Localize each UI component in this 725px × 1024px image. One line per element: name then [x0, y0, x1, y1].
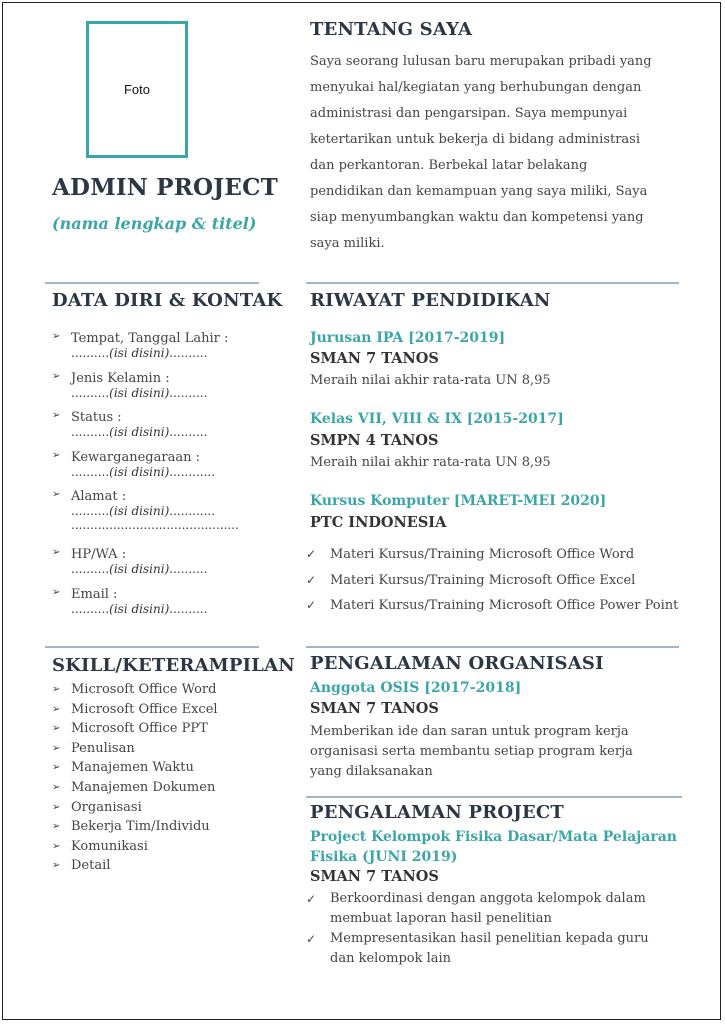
- organization-desc: [310, 722, 633, 782]
- contact-fill: ..........(isi disini)............: [71, 504, 216, 518]
- contact-label: Jenis Kelamin :: [71, 370, 170, 386]
- about-line: administrasi dan pengarsipan. Saya mempunyai: [310, 106, 628, 121]
- contact-fill: ..........(isi disini)............: [71, 464, 216, 479]
- contact-list: [52, 331, 292, 626]
- arrow-bullet-icon: ➢: [52, 742, 61, 754]
- project-name-line: Project Kelompok Fisika Dasar/Mata Pelajaran: [310, 829, 677, 845]
- divider-project: [306, 796, 682, 798]
- about-text: [310, 49, 670, 257]
- list-item: [52, 547, 292, 587]
- education-school: SMPN 4 TANOS: [310, 432, 439, 449]
- project-item: ✓ Berkoordinasi dengan anggota kelompok dalam membuat laporan hasil penelitian: [306, 891, 646, 926]
- skills-title: SKILL/KETERAMPILAN: [52, 655, 295, 676]
- skill-item: ➢ Microsoft Office Excel: [52, 700, 292, 720]
- arrow-bullet-icon: ➢: [52, 410, 61, 421]
- organization-school: SMAN 7 TANOS: [310, 700, 439, 717]
- arrow-bullet-icon: ➢: [52, 370, 61, 382]
- organization-role: Anggota OSIS [2017-2018]: [310, 680, 522, 696]
- photo-placeholder: [86, 21, 188, 158]
- course-item: ✓ Materi Kursus/Training Microsoft Office Word: [306, 542, 686, 568]
- contact-fill: ..........(isi disini)..........: [71, 346, 208, 360]
- organization-title: PENGALAMAN ORGANISASI: [310, 653, 604, 674]
- divider-skills: [45, 646, 259, 648]
- education-school: PTC INDONESIA: [310, 514, 447, 531]
- contact-label: Email :: [71, 586, 118, 602]
- checkmark-icon: ✓: [306, 547, 317, 561]
- skill-item: ➢ Organisasi: [52, 798, 292, 818]
- checkmark-icon: ✓: [306, 572, 317, 587]
- skill-item: ➢ Manajemen Dokumen: [52, 778, 292, 798]
- organization-line: yang dilaksanakan: [310, 764, 433, 779]
- arrow-bullet-icon: ➢: [52, 703, 61, 715]
- contact-label: Tempat, Tanggal Lahir :: [71, 331, 229, 346]
- project-name-line: Fisika (JUNI 2019): [310, 849, 458, 865]
- photo-label: Foto: [123, 82, 150, 97]
- list-item: [52, 410, 292, 450]
- skill-item: ➢ Komunikasi: [52, 837, 292, 857]
- divider-contact: [45, 282, 259, 284]
- skill-item: ➢ Microsoft Office Word: [52, 680, 292, 700]
- contact-title: DATA DIRI & KONTAK: [52, 290, 283, 311]
- arrow-bullet-icon: ➢: [52, 821, 61, 833]
- project-title: PENGALAMAN PROJECT: [310, 802, 565, 823]
- contact-fill: ..........(isi disini)..........: [71, 425, 208, 439]
- contact-fill-extra: ............................................: [71, 518, 239, 532]
- arrow-bullet-icon: ➢: [52, 547, 61, 558]
- about-line: ketertarikan untuk bekerja di bidang administrasi: [310, 132, 641, 147]
- arrow-bullet-icon: ➢: [52, 860, 61, 872]
- divider-education: [306, 282, 679, 284]
- contact-fill: ..........(isi disini)..........: [71, 562, 208, 576]
- name-subtitle: (nama lengkap & titel): [52, 214, 257, 233]
- arrow-bullet-icon: ➢: [52, 489, 61, 500]
- arrow-bullet-icon: ➢: [52, 781, 61, 793]
- course-item: ✓ Materi Kursus/Training Microsoft Office Excel: [306, 568, 686, 594]
- about-line: pendidikan dan kemampuan yang saya miliki, Saya: [310, 184, 648, 199]
- contact-fill: ..........(isi disini)..........: [71, 601, 208, 616]
- about-line: dan perkantoran. Berbekal latar belakang: [310, 158, 588, 173]
- list-item: [52, 371, 292, 411]
- project-school: SMAN 7 TANOS: [310, 868, 439, 885]
- course-list: [306, 542, 686, 619]
- contact-label: Kewarganegaraan :: [71, 449, 200, 465]
- list-item: [52, 489, 292, 547]
- arrow-bullet-icon: ➢: [52, 449, 61, 461]
- about-line: menyukai hal/kegiatan yang berhubungan dengan: [310, 80, 642, 95]
- project-item: ✓ Mempresentasikan hasil penelitian kepada guru dan kelompok lain: [306, 931, 649, 966]
- arrow-bullet-icon: ➢: [52, 723, 61, 735]
- arrow-bullet-icon: ➢: [52, 684, 61, 695]
- project-name: [310, 827, 677, 867]
- education-desc: Meraih nilai akhir rata-rata UN 8,95: [310, 373, 551, 388]
- arrow-bullet-icon: ➢: [52, 840, 61, 852]
- education-period: Kelas VII, VIII & IX [2015-2017]: [310, 411, 564, 427]
- skill-item: ➢ Penulisan: [52, 739, 292, 759]
- skill-item: ➢ Detail: [52, 856, 292, 876]
- skills-list: [52, 680, 292, 876]
- arrow-bullet-icon: ➢: [52, 762, 61, 774]
- arrow-bullet-icon: ➢: [52, 586, 61, 598]
- full-name: ADMIN PROJECT: [52, 174, 278, 201]
- education-title: RIWAYAT PENDIDIKAN: [310, 290, 551, 311]
- education-desc: Meraih nilai akhir rata-rata UN 8,95: [310, 455, 551, 470]
- list-item: [52, 450, 292, 490]
- education-school: SMAN 7 TANOS: [310, 350, 439, 367]
- list-item: [52, 587, 292, 627]
- contact-label: Alamat :: [71, 489, 127, 504]
- about-title: TENTANG SAYA: [310, 19, 473, 40]
- course-item: ✓ Materi Kursus/Training Microsoft Office Power Point: [306, 593, 686, 619]
- contact-fill: ..........(isi disini)..........: [71, 385, 208, 400]
- skill-item: ➢ Manajemen Waktu: [52, 758, 292, 778]
- about-line: saya miliki.: [310, 236, 385, 251]
- checkmark-icon: ✓: [306, 892, 317, 906]
- contact-label: Status :: [71, 410, 122, 425]
- organization-line: organisasi serta membantu setiap program kerja: [310, 744, 633, 759]
- divider-organization: [306, 646, 679, 648]
- checkmark-icon: ✓: [306, 932, 317, 946]
- arrow-bullet-icon: ➢: [52, 801, 61, 813]
- about-line: siap menyumbangkan waktu dan kompetensi yang: [310, 210, 644, 225]
- skill-item: ➢ Bekerja Tim/Individu: [52, 817, 292, 837]
- list-item: [52, 331, 292, 371]
- arrow-bullet-icon: ➢: [52, 331, 61, 342]
- checkmark-icon: ✓: [306, 598, 317, 612]
- education-period: Jurusan IPA [2017-2019]: [310, 330, 506, 346]
- contact-label: HP/WA :: [71, 547, 127, 562]
- skill-item: ➢ Microsoft Office PPT: [52, 719, 292, 739]
- organization-line: Memberikan ide dan saran untuk program kerja: [310, 724, 629, 739]
- project-list: [306, 889, 686, 969]
- education-period: Kursus Komputer [MARET-MEI 2020]: [310, 493, 607, 509]
- about-line: Saya seorang lulusan baru merupakan pribadi yang: [310, 54, 652, 69]
